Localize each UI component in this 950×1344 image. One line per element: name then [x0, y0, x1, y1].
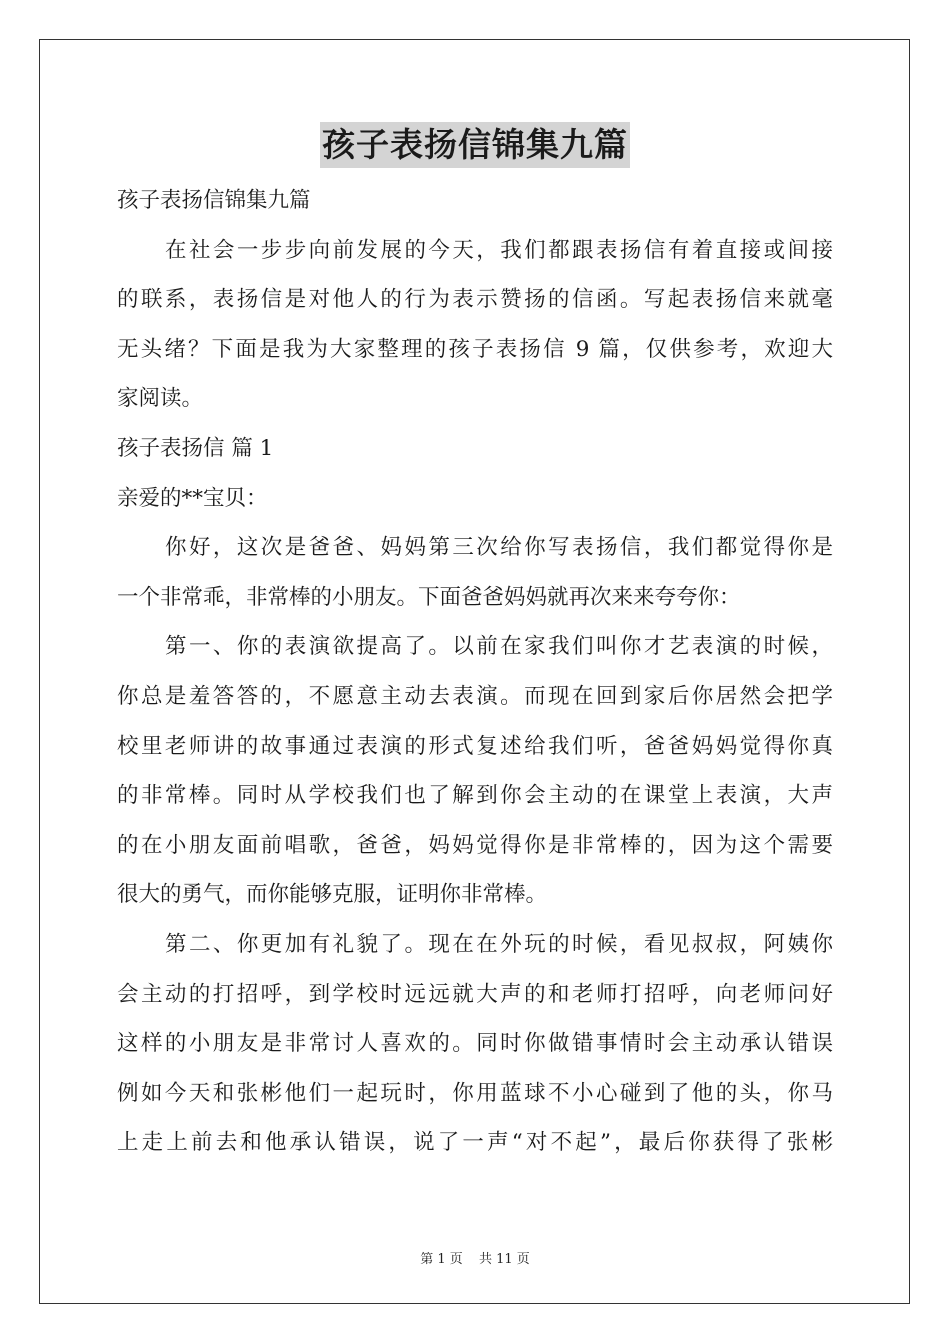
paragraph-line: 这样的小朋友是非常讨人喜欢的。同时你做错事情时会主动承认错误 [117, 1031, 833, 1057]
page-footer [0, 1248, 950, 1267]
paragraph-line: 的联系，表扬信是对他人的行为表示赞扬的信函。写起表扬信来就毫 [117, 287, 833, 313]
paragraph-line: 在社会一步步向前发展的今天，我们都跟表扬信有着直接或间接 [165, 237, 833, 263]
paragraph-line: 一个非常乖，非常棒的小朋友。下面爸爸妈妈就再次来来夸夸你： [117, 584, 741, 610]
paragraph-line: 你好，这次是爸爸、妈妈第三次给你写表扬信，我们都觉得你是 [165, 535, 833, 561]
paragraph-line: 会主动的打招呼，到学校时远远就大声的和老师打招呼，向老师问好 [117, 981, 833, 1007]
subtitle-line: 孩子表扬信锦集九篇 [117, 188, 311, 213]
paragraph-line: 的非常棒。同时从学校我们也了解到你会主动的在课堂上表演，大声 [117, 783, 833, 809]
paragraph-line: 很大的勇气，而你能够克服，证明你非常棒。 [117, 882, 548, 908]
paragraph-line: 例如今天和张彬他们一起玩时，你用蓝球不小心碰到了他的头，你马 [117, 1080, 833, 1106]
salutation: 亲爱的**宝贝： [117, 485, 268, 511]
paragraph-line: 无头绪？下面是我为大家整理的孩子表扬信 9 篇，仅供参考，欢迎大 [117, 336, 833, 362]
page-number: 第 1 页 [420, 1252, 463, 1267]
paragraph-line: 的在小朋友面前唱歌，爸爸，妈妈觉得你是非常棒的，因为这个需要 [117, 832, 833, 858]
title-area [0, 122, 950, 168]
document-body [117, 176, 833, 1168]
paragraph-line: 你总是羞答答的，不愿意主动去表演。而现在回到家后你居然会把学 [117, 683, 833, 709]
paragraph-line: 第一、你的表演欲提高了。以前在家我们叫你才艺表演的时候， [165, 634, 833, 660]
paragraph-line: 家阅读。 [117, 386, 204, 412]
paragraph-line: 第二、你更加有礼貌了。现在在外玩的时候，看见叔叔，阿姨你 [165, 931, 833, 957]
paragraph-line: 上走上前去和他承认错误，说了一声“对不起”，最后你获得了张彬 [117, 1130, 833, 1156]
paragraph-line: 校里老师讲的故事通过表演的形式复述给我们听，爸爸妈妈觉得你真 [117, 733, 833, 759]
section-heading: 孩子表扬信 篇 1 [117, 435, 274, 461]
document-title: 孩子表扬信锦集九篇 [320, 122, 630, 168]
page-total: 共 11 页 [478, 1252, 530, 1267]
